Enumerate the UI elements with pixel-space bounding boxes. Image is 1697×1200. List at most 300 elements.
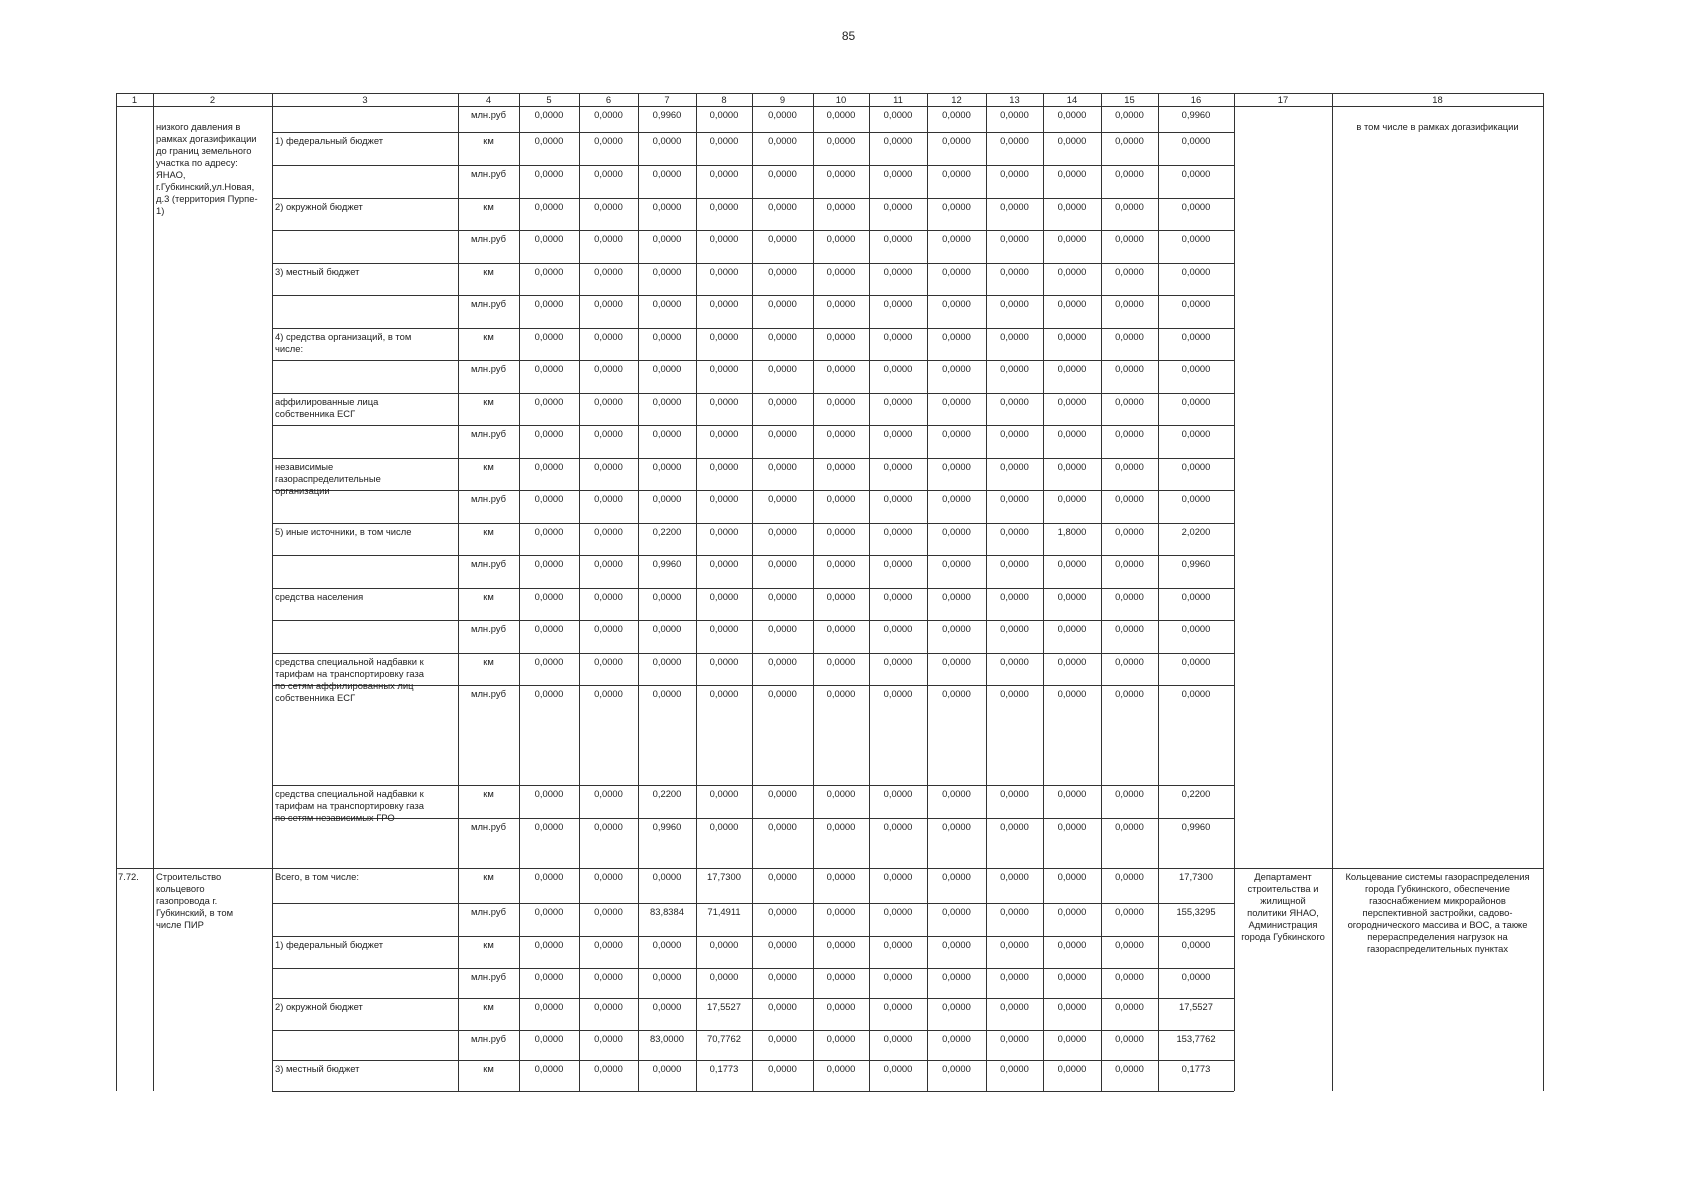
value-cell: 0,0000 (709, 298, 739, 309)
value-cell: 0,0000 (883, 168, 913, 179)
row-border (272, 263, 1234, 264)
value-cell: 0,0000 (1115, 135, 1144, 146)
value-cell: 0,0000 (883, 939, 913, 950)
value-cell: 0,0000 (1000, 1063, 1029, 1074)
value-cell: 0,0000 (1115, 331, 1144, 342)
value-cell: 0,0000 (1000, 233, 1029, 244)
value-cell: 0,0000 (1181, 971, 1211, 982)
header-cell: 18 (1432, 94, 1443, 105)
value-cell: 0,0000 (652, 1001, 682, 1012)
value-cell: 0,0000 (1057, 688, 1087, 699)
value-cell: 0,0000 (534, 396, 564, 407)
row-border (272, 968, 1234, 969)
value-cell: 0,0000 (594, 493, 623, 504)
value-cell: 0,0000 (709, 135, 739, 146)
value-cell: 0,0000 (1000, 109, 1029, 120)
funding-source: газораспределительные (275, 473, 381, 484)
note-line: Кольцевание системы газораспределения (1345, 871, 1530, 882)
funding-source: организации (275, 485, 330, 496)
unit-cell: км (483, 461, 494, 472)
value-cell: 0,0000 (883, 298, 913, 309)
value-cell: 0,0000 (534, 428, 564, 439)
value-cell: 0,0000 (883, 109, 913, 120)
value-cell: 0,0000 (594, 656, 623, 667)
value-cell: 0,0000 (826, 971, 856, 982)
object-name-line: газопровода г. (156, 895, 218, 906)
executor-line: строительства и (1247, 883, 1319, 894)
value-cell: 0,0000 (534, 331, 564, 342)
header-cell: 6 (605, 94, 612, 105)
value-cell: 0,0000 (709, 331, 739, 342)
funding-source: собственника ЕСГ (275, 408, 356, 419)
value-cell: 0,0000 (594, 201, 623, 212)
executor-line: жилищной (1260, 895, 1306, 906)
value-cell: 0,0000 (594, 623, 623, 634)
value-cell: 0,0000 (594, 939, 623, 950)
value-cell: 0,0000 (1057, 788, 1087, 799)
value-cell: 0,0000 (883, 461, 913, 472)
funding-source: 3) местный бюджет (275, 266, 360, 277)
unit-cell: км (483, 201, 494, 212)
value-cell: 0,0000 (826, 788, 856, 799)
value-cell: 0,0000 (942, 493, 971, 504)
value-cell: 0,0000 (826, 331, 856, 342)
value-cell: 0,0000 (709, 461, 739, 472)
value-cell: 0,0000 (768, 558, 797, 569)
note-line: перераспределения нагрузок на (1367, 931, 1508, 942)
row-border (272, 588, 1234, 589)
value-cell: 0,0000 (826, 428, 856, 439)
value-cell: 0,0000 (942, 821, 971, 832)
value-cell: 0,0000 (534, 135, 564, 146)
unit-cell: млн.руб (471, 233, 506, 244)
value-cell: 0,0000 (1057, 298, 1087, 309)
row-border (272, 1060, 1234, 1061)
value-cell: 0,0000 (709, 396, 739, 407)
value-cell: 0,0000 (1181, 688, 1211, 699)
value-cell: 0,0000 (1000, 871, 1029, 882)
value-cell: 0,0000 (652, 135, 682, 146)
value-cell: 0,0000 (1057, 871, 1087, 882)
value-cell: 0,0000 (709, 788, 739, 799)
row-border (272, 785, 1234, 786)
value-cell: 0,0000 (942, 623, 971, 634)
value-cell: 0,0000 (826, 623, 856, 634)
header-cell: 15 (1124, 94, 1135, 105)
value-cell: 0,0000 (883, 656, 913, 667)
value-cell: 0,0000 (768, 971, 797, 982)
value-cell: 0,0000 (883, 788, 913, 799)
value-cell: 0,0000 (1181, 168, 1211, 179)
unit-cell: млн.руб (471, 363, 506, 374)
value-cell: 0,0000 (534, 939, 564, 950)
value-cell: 0,0000 (1000, 906, 1029, 917)
value-cell: 155,3295 (1176, 906, 1216, 917)
object-name-line: Губкинский, в том (156, 907, 234, 918)
value-cell: 0,0000 (768, 396, 797, 407)
value-cell: 0,0000 (1000, 363, 1029, 374)
note-line: газораспределительных пунктах (1366, 943, 1509, 954)
value-cell: 0,0000 (1057, 1001, 1087, 1012)
value-cell: 0,0000 (826, 109, 856, 120)
value-cell: 0,0000 (534, 906, 564, 917)
row-border (272, 653, 1234, 654)
header-cell: 16 (1190, 94, 1202, 105)
header-cell: 1 (131, 94, 138, 105)
value-cell: 0,0000 (826, 493, 856, 504)
value-cell: 0,0000 (826, 135, 856, 146)
value-cell: 0,0000 (652, 331, 682, 342)
value-cell: 71,4911 (707, 906, 741, 917)
value-cell: 0,0000 (768, 201, 797, 212)
value-cell: 0,9960 (652, 821, 682, 832)
column-border (272, 93, 273, 1091)
value-cell: 0,0000 (942, 428, 971, 439)
object-name-line: низкого давления в (156, 121, 241, 132)
value-cell: 0,0000 (883, 821, 913, 832)
unit-cell: км (483, 526, 494, 537)
data-table (116, 93, 1543, 1074)
value-cell: 0,0000 (883, 558, 913, 569)
unit-cell: млн.руб (471, 688, 506, 699)
value-cell: 0,0000 (1000, 939, 1029, 950)
value-cell: 0,0000 (1115, 656, 1144, 667)
value-cell: 0,0000 (1115, 266, 1144, 277)
unit-cell: млн.руб (471, 623, 506, 634)
value-cell: 83,8384 (650, 906, 684, 917)
value-cell: 0,0000 (534, 656, 564, 667)
value-cell: 0,0000 (826, 688, 856, 699)
value-cell: 0,0000 (768, 591, 797, 602)
value-cell: 0,0000 (942, 298, 971, 309)
value-cell: 0,0000 (1115, 871, 1144, 882)
value-cell: 0,0000 (534, 971, 564, 982)
value-cell: 0,0000 (942, 526, 971, 537)
value-cell: 0,0000 (652, 1063, 682, 1074)
funding-source: средства специальной надбавки к (275, 788, 424, 799)
value-cell: 0,0000 (883, 266, 913, 277)
value-cell: 0,0000 (1115, 233, 1144, 244)
value-cell: 0,0000 (1115, 428, 1144, 439)
value-cell: 17,7300 (707, 871, 741, 882)
value-cell: 0,0000 (768, 656, 797, 667)
value-cell: 0,0000 (1000, 1001, 1029, 1012)
value-cell: 0,0000 (883, 971, 913, 982)
value-cell: 0,0000 (942, 363, 971, 374)
value-cell: 0,0000 (826, 298, 856, 309)
page-number: 85 (841, 29, 856, 43)
unit-cell: млн.руб (471, 971, 506, 982)
value-cell: 0,0000 (883, 1033, 913, 1044)
value-cell: 0,0000 (534, 526, 564, 537)
row-border (272, 132, 1234, 133)
row-border (272, 1030, 1234, 1031)
funding-source: 4) средства организаций, в том (275, 331, 412, 342)
value-cell: 0,0000 (534, 1001, 564, 1012)
value-cell: 0,0000 (826, 396, 856, 407)
value-cell: 0,0000 (652, 591, 682, 602)
value-cell: 0,0000 (942, 1033, 971, 1044)
value-cell: 0,0000 (826, 363, 856, 374)
value-cell: 0,0000 (883, 201, 913, 212)
value-cell: 0,0000 (1115, 1063, 1144, 1074)
value-cell: 0,9960 (1181, 558, 1211, 569)
value-cell: 0,0000 (1057, 1033, 1087, 1044)
note-text: в том числе в рамках догазификации (1356, 121, 1519, 132)
value-cell: 0,0000 (594, 331, 623, 342)
header-cell: 7 (664, 94, 670, 105)
object-name-line: 1) (156, 205, 165, 216)
note-line: огороднического массива и ВОС, а также (1347, 919, 1528, 930)
value-cell: 0,1773 (709, 1063, 739, 1074)
value-cell: 0,0000 (1115, 109, 1144, 120)
value-cell: 0,0000 (826, 558, 856, 569)
value-cell: 0,0000 (883, 1063, 913, 1074)
value-cell: 0,0000 (652, 871, 682, 882)
header-cell: 17 (1277, 94, 1289, 105)
value-cell: 0,0000 (534, 1063, 564, 1074)
executor-line: города Губкинского (1241, 931, 1325, 942)
value-cell: 0,0000 (1115, 558, 1144, 569)
value-cell: 0,0000 (652, 656, 682, 667)
funding-source: аффилированные лица (275, 396, 379, 407)
unit-cell: км (483, 1001, 494, 1012)
value-cell: 0,0000 (942, 233, 971, 244)
value-cell: 0,0000 (709, 688, 739, 699)
value-cell: 0,0000 (942, 788, 971, 799)
value-cell: 0,0000 (1000, 623, 1029, 634)
value-cell: 0,0000 (1057, 233, 1087, 244)
row-border (272, 328, 1234, 329)
value-cell: 0,0000 (768, 493, 797, 504)
value-cell: 0,0000 (942, 558, 971, 569)
value-cell: 0,0000 (652, 939, 682, 950)
value-cell: 0,0000 (534, 201, 564, 212)
header-cell: 11 (893, 94, 903, 105)
value-cell: 0,0000 (942, 201, 971, 212)
unit-cell: км (483, 871, 494, 882)
value-cell: 0,2200 (1181, 788, 1211, 799)
value-cell: 0,0000 (942, 1063, 971, 1074)
value-cell: 0,0000 (594, 1033, 623, 1044)
column-border (1543, 93, 1544, 1091)
value-cell: 0,0000 (1115, 526, 1144, 537)
value-cell: 0,0000 (826, 461, 856, 472)
value-cell: 0,0000 (883, 688, 913, 699)
funding-source: независимые (275, 461, 334, 472)
row-border (272, 620, 1234, 621)
value-cell: 0,0000 (652, 688, 682, 699)
value-cell: 0,0000 (768, 688, 797, 699)
value-cell: 0,0000 (1000, 168, 1029, 179)
value-cell: 0,0000 (594, 428, 623, 439)
value-cell: 0,0000 (942, 266, 971, 277)
value-cell: 0,0000 (1057, 201, 1087, 212)
row-border (272, 555, 1234, 556)
value-cell: 0,0000 (1115, 396, 1144, 407)
value-cell: 0,0000 (534, 623, 564, 634)
value-cell: 0,0000 (768, 109, 797, 120)
value-cell: 0,0000 (709, 201, 739, 212)
value-cell: 0,0000 (768, 526, 797, 537)
value-cell: 0,0000 (709, 266, 739, 277)
value-cell: 0,0000 (1115, 461, 1144, 472)
funding-source: Всего, в том числе: (275, 871, 359, 882)
value-cell: 0,0000 (534, 168, 564, 179)
value-cell: 0,0000 (652, 493, 682, 504)
value-cell: 0,0000 (1181, 493, 1211, 504)
value-cell: 0,9960 (1181, 821, 1211, 832)
object-name-line: числе ПИР (156, 919, 204, 930)
value-cell: 0,0000 (826, 233, 856, 244)
object-name-line: кольцевого (156, 883, 205, 894)
value-cell: 17,5527 (1179, 1001, 1213, 1012)
unit-cell: км (483, 331, 494, 342)
value-cell: 0,0000 (534, 1033, 564, 1044)
note-line: перспективной застройки, садово- (1362, 907, 1513, 918)
value-cell: 0,0000 (709, 526, 739, 537)
row-border (272, 295, 1234, 296)
funding-source: тарифам на транспортировку газа (275, 668, 424, 679)
note-line: газоснабжением микрорайонов (1369, 895, 1506, 906)
value-cell: 0,0000 (594, 168, 623, 179)
row-border (272, 998, 1234, 999)
value-cell: 0,0000 (826, 656, 856, 667)
value-cell: 0,0000 (826, 1033, 856, 1044)
unit-cell: млн.руб (471, 906, 506, 917)
value-cell: 0,0000 (768, 1033, 797, 1044)
value-cell: 0,0000 (883, 428, 913, 439)
value-cell: 0,0000 (883, 493, 913, 504)
value-cell: 0,0000 (1057, 109, 1087, 120)
value-cell: 0,0000 (768, 821, 797, 832)
value-cell: 0,0000 (1181, 623, 1211, 634)
note-line: города Губкинского, обеспечение (1365, 883, 1510, 894)
value-cell: 0,0000 (652, 623, 682, 634)
row-border (272, 230, 1234, 231)
value-cell: 0,0000 (826, 526, 856, 537)
value-cell: 0,0000 (1057, 558, 1087, 569)
value-cell: 0,0000 (1057, 168, 1087, 179)
value-cell: 0,0000 (1000, 526, 1029, 537)
header-cell: 9 (779, 94, 786, 105)
value-cell: 0,0000 (594, 396, 623, 407)
value-cell: 0,0000 (1000, 656, 1029, 667)
value-cell: 0,0000 (1181, 266, 1211, 277)
header-cell: 12 (951, 94, 962, 105)
funding-source: по сетям независимых ГРО (275, 812, 395, 823)
value-cell: 0,0000 (1057, 396, 1087, 407)
value-cell: 0,0000 (1000, 1033, 1029, 1044)
value-cell: 0,0000 (652, 201, 682, 212)
funding-source: 5) иные источники, в том числе (275, 526, 412, 537)
value-cell: 0,2200 (652, 788, 682, 799)
value-cell: 0,0000 (1181, 461, 1211, 472)
header-cell: 13 (1009, 94, 1020, 105)
value-cell: 0,0000 (594, 971, 623, 982)
value-cell: 0,9960 (652, 558, 682, 569)
object-name-line: ЯНАО, (156, 169, 186, 180)
header-cell: 3 (362, 94, 368, 105)
value-cell: 0,0000 (1115, 623, 1144, 634)
value-cell: 0,0000 (594, 591, 623, 602)
value-cell: 0,0000 (883, 871, 913, 882)
value-cell: 0,0000 (942, 168, 971, 179)
value-cell: 0,0000 (883, 135, 913, 146)
unit-cell: км (483, 656, 494, 667)
value-cell: 0,0000 (652, 428, 682, 439)
value-cell: 0,0000 (883, 591, 913, 602)
funding-source: числе: (275, 343, 304, 354)
row-border (272, 165, 1234, 166)
object-name-line: участка по адресу: (156, 157, 238, 168)
unit-cell: км (483, 396, 494, 407)
value-cell: 2,0200 (1181, 526, 1211, 537)
value-cell: 0,0000 (883, 396, 913, 407)
value-cell: 0,0000 (942, 906, 971, 917)
value-cell: 0,0000 (883, 233, 913, 244)
value-cell: 0,0000 (826, 1001, 856, 1012)
value-cell: 0,0000 (534, 461, 564, 472)
value-cell: 0,0000 (534, 109, 564, 120)
funding-source: собственника ЕСГ (275, 692, 356, 703)
unit-cell: млн.руб (471, 298, 506, 309)
header-cell: 10 (835, 94, 847, 105)
header-cell: 8 (721, 94, 727, 105)
value-cell: 0,0000 (594, 363, 623, 374)
value-cell: 0,0000 (534, 688, 564, 699)
value-cell: 0,0000 (534, 493, 564, 504)
value-cell: 0,0000 (709, 821, 739, 832)
value-cell: 0,0000 (709, 591, 739, 602)
value-cell: 0,0000 (883, 906, 913, 917)
object-name-line: рамках догазификации (156, 133, 257, 144)
value-cell: 0,0000 (1181, 428, 1211, 439)
value-cell: 0,0000 (942, 1001, 971, 1012)
value-cell: 0,0000 (1000, 591, 1029, 602)
row-border (272, 903, 1234, 904)
object-name-line: Строительство (156, 871, 222, 882)
value-cell: 0,0000 (594, 906, 623, 917)
value-cell: 17,5527 (707, 1001, 741, 1012)
header-cell: 4 (485, 94, 492, 105)
column-border (153, 93, 154, 1091)
value-cell: 0,0000 (652, 396, 682, 407)
value-cell: 0,0000 (594, 526, 623, 537)
unit-cell: км (483, 135, 494, 146)
value-cell: 0,0000 (709, 558, 739, 569)
value-cell: 0,0000 (1115, 201, 1144, 212)
value-cell: 0,0000 (1181, 135, 1211, 146)
value-cell: 0,0000 (652, 233, 682, 244)
value-cell: 0,0000 (883, 331, 913, 342)
item-number: 7.72. (118, 871, 139, 882)
row-border (272, 393, 1234, 394)
value-cell: 0,0000 (594, 233, 623, 244)
value-cell: 0,0000 (883, 1001, 913, 1012)
value-cell: 0,0000 (534, 821, 564, 832)
value-cell: 0,0000 (768, 266, 797, 277)
funding-source: средства населения (275, 591, 364, 602)
value-cell: 0,0000 (709, 656, 739, 667)
value-cell: 0,0000 (768, 461, 797, 472)
block-separator (116, 868, 1543, 869)
value-cell: 0,0000 (652, 168, 682, 179)
value-cell: 0,0000 (768, 1001, 797, 1012)
value-cell: 0,0000 (534, 558, 564, 569)
unit-cell: км (483, 266, 494, 277)
value-cell: 0,0000 (534, 233, 564, 244)
